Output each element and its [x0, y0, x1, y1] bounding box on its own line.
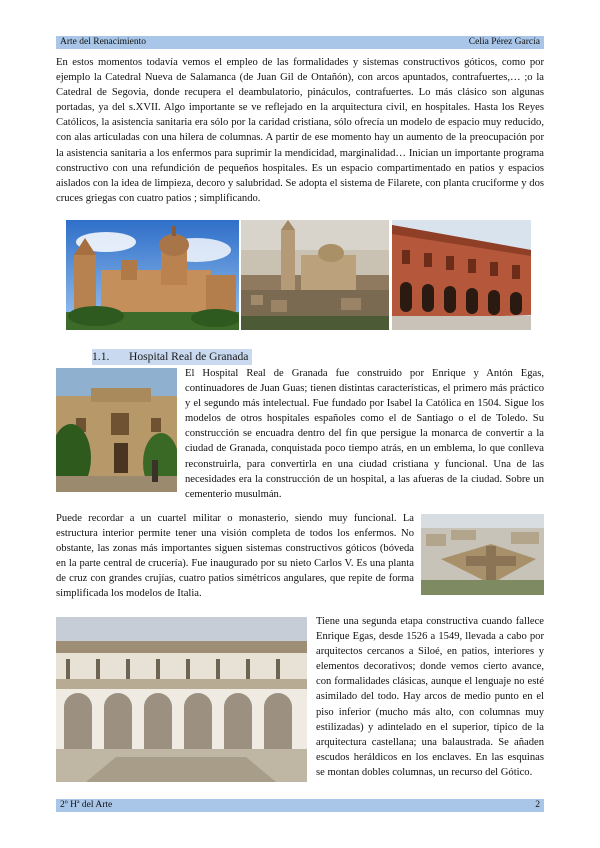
hospital-facade-photo [392, 220, 531, 330]
section-title: Hospital Real de Granada [129, 350, 249, 363]
hospital-courtyard-photo [56, 617, 307, 782]
hospital-real-facade-photo [56, 368, 177, 492]
segovia-cathedral-photo [241, 220, 389, 330]
intro-paragraph: En estos momentos todavía vemos el empleo de las formalidades y sistemas constructivos góticos, como por ejemplo la Catedral Nueva de Salamanca (de Juan Gil de Ontañón), con arcos apuntados, contrafuertes,… ;o la Catedral de Segovia, donde recupera el deambulatorio, pináculos, contrafuertes. Lo más clásico son algunas portadas, ya del s.XVII. Algo importante se ve reflejado en la arquitectura civil, en hospitales. Hasta los Reyes Católicos, la asistencia sanitaria era sólo por la caridad cristiana, sólo ofrecía un modelo de espacio muy reducido, con alas articuladas con una hilera de columnas. A partir de ese momento hay un aumento de la preocupación por la asistencia sanitaria a los enfermos para suprimir la mendicidad, marginalidad… Inician un importante programa constructivo con una refundición de pequeños hospitales. Es un espacio compartimentado en patios y espacios aislados con la idea de limpieza, decoro y salubridad. Se adopta el sistema de Filarete, con planta cruciforme y dos cruces griegas con cuatro patios ; simplificando. [56, 57, 544, 204]
page-footer [56, 799, 544, 812]
page-number: 2 [535, 800, 540, 810]
section-number: 1.1. [92, 350, 110, 363]
header-author: Celia Pérez García [468, 37, 540, 47]
salamanca-cathedral-photo [66, 220, 239, 330]
paragraph-second-stage: Tiene una segunda etapa constructiva cuando fallece Enrique Egas, desde 1526 a 1549, llevada a cabo por arquitectos cercanos a Siloé, en patios, interiores y elementos decorativos; donde vemos cierto avance, con formalidades clásicas, aunque el lenguaje no esté asimilado del todo. Hay arcos de medio punto en el piso inferior (mucho más alto, con columnas muy estilizadas) y adintelado en el superior, típico de la arquitectura castellana; una balaustrada. Se añaden escudos heráldicos en los enclaves. En las esquinas se montan dobles columnas, un recurso del Gótico. [316, 616, 544, 778]
page-header [56, 36, 544, 49]
footer-course: 2º Hª del Arte [60, 800, 113, 810]
section-heading [92, 349, 252, 365]
hospital-aerial-photo [421, 514, 544, 595]
header-course-title: Arte del Renacimiento [60, 37, 146, 47]
paragraph-hospital-founding: El Hospital Real de Granada fue construido por Enrique y Antón Egas, continuadores de Juan Guas; tienen distintas características, el primero más práctico y el segundo más intelectual. Fue fundado por Isabel la Católica en 1504. Sigue los modelos de otros hospitales españoles como el de Santiago o el de Toledo. Su construcción se encuadra dentro del fin que persigue la monarca de convertir a la ciudad de Granada, conquistada poco tiempo atrás, en un emblema, lo que conlleva reconstruirla, para convertirla en una ciudad cristiana y funcional. Una de las necesidades era la construcción de un hospital, a las afueras de la ciudad. Sobre un cementerio musulmán. [185, 368, 544, 500]
paragraph-hospital-structure: Puede recordar a un cuartel militar o monasterio, siendo muy funcional. La estructura interior permite tener una visión completa de todos los enfermos. No obstante, las zonas más importantes siguen sistemas constructivos góticos (bóveda en la parte central de crucería). Fue inaugurado por su nieto Carlos V. Es una planta de cruz con grandes crujías, cuatro patios simétricos angulares, que repite de forma simplificada los modelos de Italia. [56, 513, 414, 600]
